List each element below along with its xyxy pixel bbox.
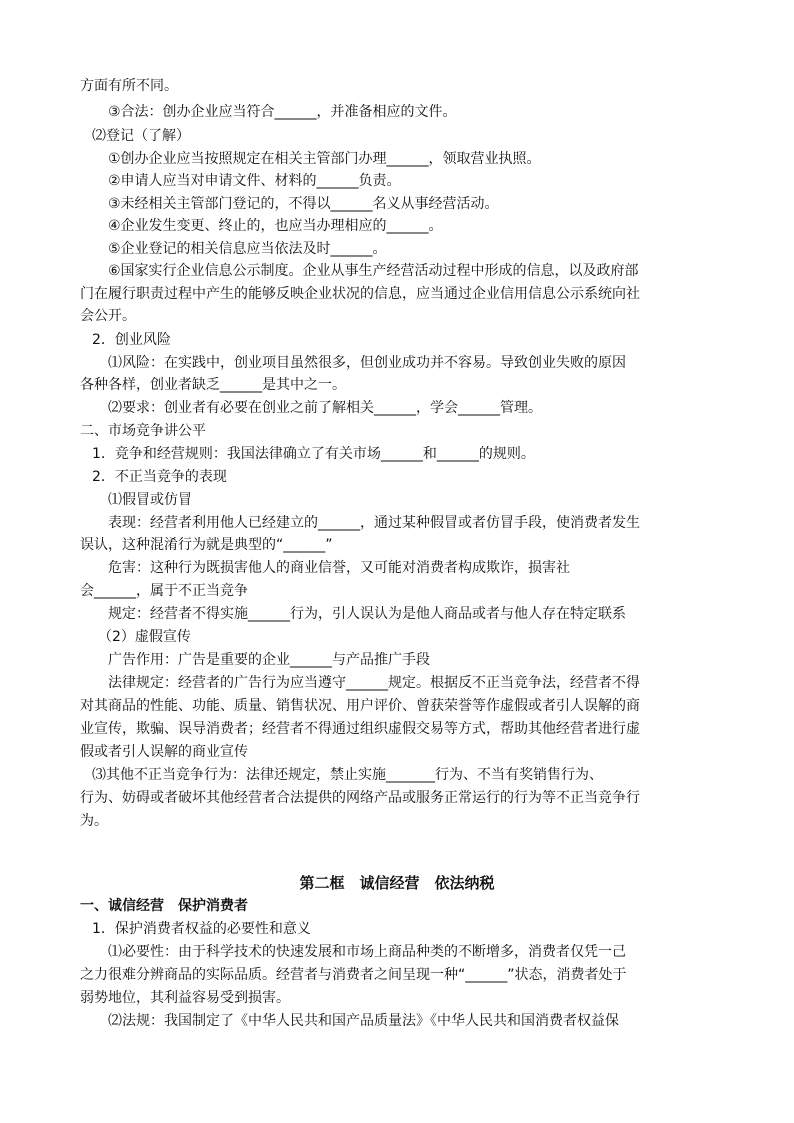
text-line: 1．竞争和经营规则：我国法律确立了有关市场______和______的规则。 xyxy=(92,446,535,462)
text-line: 法律规定：经营者的广告行为应当遵守______规定。根据反不正当竞争法，经营者不得 xyxy=(108,675,640,691)
text-line: 二、市场竞争讲公平 xyxy=(80,423,206,439)
text-line: 门在履行职责过程中产生的能够反映企业状况的信息，应当通过企业信用信息公示系统向社 xyxy=(80,286,640,302)
text-line: ⑴风险：在实践中，创业项目虽然很多，但创业成功并不容易。导致创业失败的原因 xyxy=(108,355,626,371)
text-line: 误认，这种混淆行为就是典型的“______” xyxy=(80,537,333,553)
text-line: 会______，属于不正当竞争 xyxy=(80,583,248,599)
text-line: ②申请人应当对申请文件、材料的______负责。 xyxy=(108,173,401,189)
text-line: ⑤企业登记的相关信息应当依法及时______。 xyxy=(108,241,387,257)
text-line: 之力很难分辨商品的实际品质。经营者与消费者之间呈现一种“______”状态，消费者处于 xyxy=(80,967,627,983)
text-line: 广告作用：广告是重要的企业______与产品推广手段 xyxy=(108,652,430,668)
text-line: 会公开。 xyxy=(80,308,136,324)
text-line: ⑵法规：我国制定了《中华人民共和国产品质量法》《中华人民共和国消费者权益保 xyxy=(108,1013,619,1029)
text-line: 方面有所不同。 xyxy=(80,78,178,94)
text-line: ⑴必要性：由于科学技术的快速发展和市场上商品种类的不断增多，消费者仅凭一己 xyxy=(108,944,626,960)
text-line: ⑥国家实行企业信息公示制度。企业从事生产经营活动过程中形成的信息，以及政府部 xyxy=(108,263,639,279)
text-line: 对其商品的性能、功能、质量、销售状况、用户评价、曾获荣誉等作虚假或者引人误解的商 xyxy=(80,698,640,714)
text-line: ⑶其他不正当竞争行为：法律还规定，禁止实施_______行为、不当有奖销售行为、 xyxy=(92,767,603,783)
text-line: 业宣传，欺骗、误导消费者；经营者不得通过组织虚假交易等方式，帮助其他经营者进行虚 xyxy=(80,721,640,737)
text-line: 弱势地位，其利益容易受到损害。 xyxy=(80,990,290,1006)
text-line: 1．保护消费者权益的必要性和意义 xyxy=(92,921,311,937)
text-line: 各种各样，创业者缺乏______是其中之一。 xyxy=(80,377,346,393)
text-line: ⑴假冒或仿冒 xyxy=(108,492,192,508)
text-line: ⑵登记（了解） xyxy=(92,128,190,144)
text-line: ③未经相关主管部门登记的，不得以______名义从事经营活动。 xyxy=(108,196,499,212)
text-line: 规定：经营者不得实施______行为，引人误认为是他人商品或者与他人存在特定联系 xyxy=(108,606,626,622)
text-line: 为。 xyxy=(80,813,108,829)
section-heading: 一、诚信经营 保护消费者 xyxy=(80,898,248,914)
text-line: 行为、妨碍或者破坏其他经营者合法提供的网络产品或服务正常运行的行为等不正当竞争行 xyxy=(80,790,640,806)
text-line: ①创办企业应当按照规定在相关主管部门办理______，领取营业执照。 xyxy=(108,151,541,167)
text-line: ⑵要求：创业者有必要在创业之前了解相关______，学会______管理。 xyxy=(108,400,542,416)
text-line: ③合法：创办企业应当符合______，并准备相应的文件。 xyxy=(108,104,457,120)
section-title: 第二框 诚信经营 依法纳税 xyxy=(299,874,495,892)
text-line: 表现：经营者利用他人已经建立的______，通过某种假冒或者仿冒手段，使消费者发生 xyxy=(108,515,640,531)
text-line: ④企业发生变更、终止的，也应当办理相应的______。 xyxy=(108,218,443,234)
text-line: 2．不正当竞争的表现 xyxy=(92,469,227,485)
text-line: 2．创业风险 xyxy=(92,332,171,348)
text-line: 危害：这种行为既损害他人的商业信誉，又可能对消费者构成欺诈，损害社 xyxy=(108,560,570,576)
text-line: （2）虚假宣传 xyxy=(98,629,191,645)
text-line: 假或者引人误解的商业宣传 xyxy=(80,744,248,760)
